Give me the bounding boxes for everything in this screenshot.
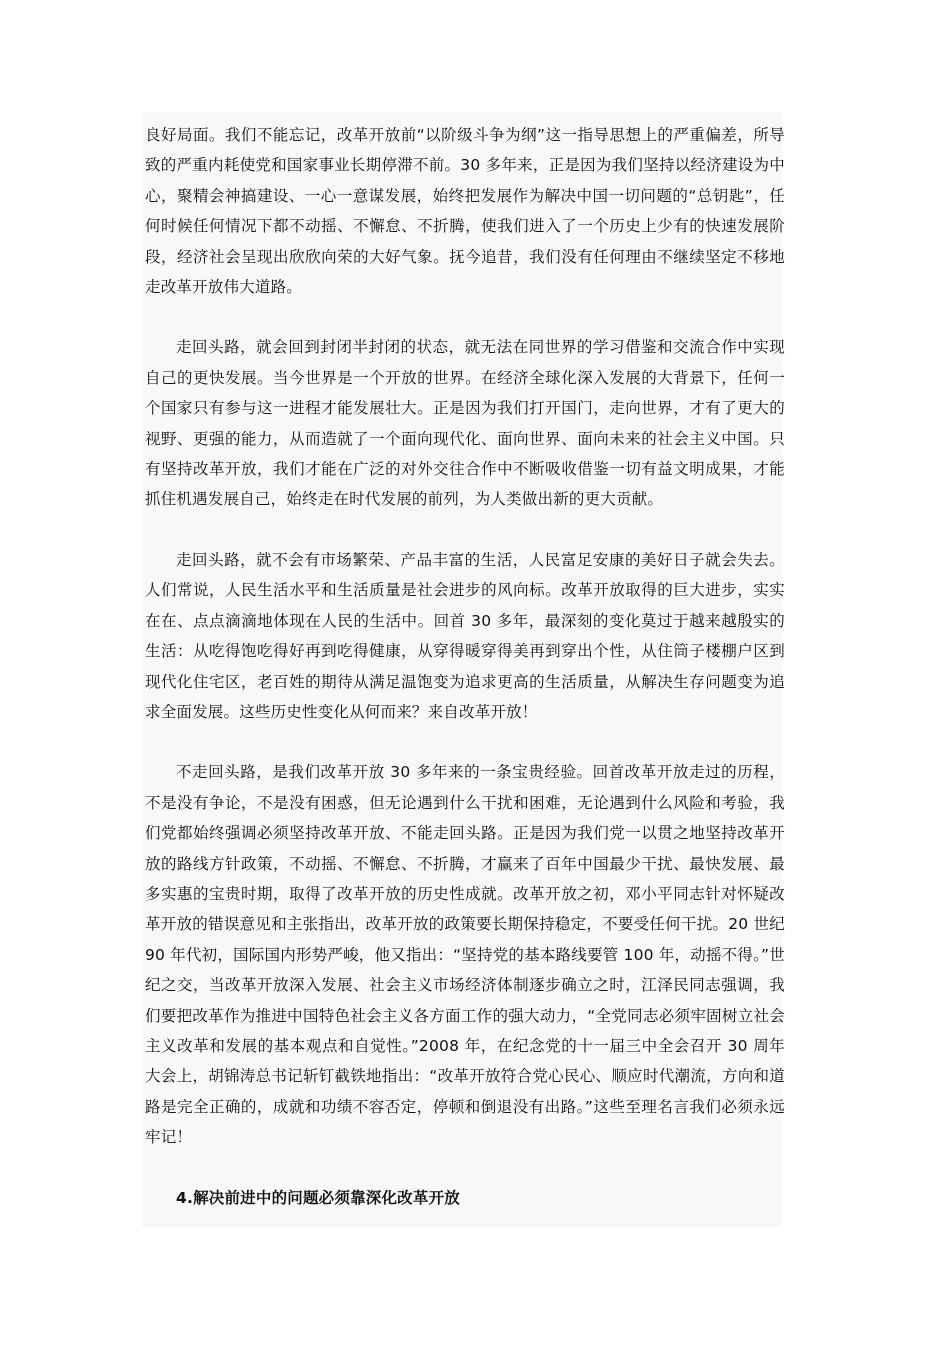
paragraph-1: 良好局面。我们不能忘记，改革开放前“以阶级斗争为纲”这一指导思想上的严重偏差，所导致的严重内耗使党和国家事业长期停滞不前。30 多年来，正是因为我们坚持以经济建设为中心，聚精会神搞建设、一心一意谋发展，始终把发展作为解决中国一切问题的“总钥匙”，任何时候任何情况下都不动摇、不懈怠、不折腾，使我们进入了一个历史上少有的快速发展阶段，经济社会呈现出欣欣向荣的大好气象。抚今追昔，我们没有任何理由不继续坚定不移地走改革开放伟大道路。 [145,126,785,297]
paragraph-gap [145,1153,785,1183]
paragraph-2: 走回头路，就会回到封闭半封闭的状态，就无法在同世界的学习借鉴和交流合作中实现自己的更快发展。当今世界是一个开放的世界。在经济全球化深入发展的大背景下，任何一个国家只有参与这一进程才能发展壮大。正是因为我们打开国门，走向世界，才有了更大的视野、更强的能力，从而造就了一个面向现代化、面向世界、面向未来的社会主义中国。只有坚持改革开放，我们才能在广泛的对外交往合作中不断吸收借鉴一切有益文明成果，才能抓住机遇发展自己，始终走在时代发展的前列，为人类做出新的更大贡献。 [145,338,785,509]
paragraph-gap [145,515,785,545]
paragraph-gap [145,727,785,757]
paragraph-gap [145,302,785,332]
document-body [145,120,785,1213]
section-heading: 4.解决前进中的问题必须靠深化改革开放 [176,1188,460,1207]
paragraph-4: 不走回头路，是我们改革开放 30 多年来的一条宝贵经验。回首改革开放走过的历程，不是没有争论，不是没有困惑，但无论遇到什么干扰和困难，无论遇到什么风险和考验，我们党都始终强调必须坚持改革开放、不能走回头路。正是因为我们党一以贯之地坚持改革开放的路线方针政策，不动摇、不懈怠、不折腾，才赢来了百年中国最少干扰、最快发展、最多实惠的宝贵时期，取得了改革开放的历史性成就。改革开放之初，邓小平同志针对怀疑改革开放的错误意见和主张指出，改革开放的政策要长期保持稳定，不要受任何干扰。20 世纪 90 年代初，国际国内形势严峻，他又指出：“坚持党的基本路线要管 100 年，动摇不得。”世纪之交，当改革开放深入发展、社会主义市场经济体制逐步确立之时，江泽民同志强调，我们要把改革作为推进中国特色社会主义各方面工作的强大动力，“全党同志必须牢固树立社会主义改革和发展的基本观点和自觉性。”2008 年，在纪念党的十一届三中全会召开 30 周年大会上，胡锦涛总书记斩钉截铁地指出：“改革开放符合党心民心、顺应时代潮流，方向和道路是完全正确的，成就和功绩不容否定，停顿和倒退没有出路。”这些至理名言我们必须永远牢记！ [145,763,785,1147]
paragraph-3: 走回头路，就不会有市场繁荣、产品丰富的生活，人民富足安康的美好日子就会失去。人们常说，人民生活水平和生活质量是社会进步的风向标。改革开放取得的巨大进步，实实在在、点点滴滴地体现在人民的生活中。回首 30 多年，最深刻的变化莫过于越来越殷实的生活：从吃得饱吃得好再到吃得健康，从穿得暖穿得美再到穿出个性，从住筒子楼棚户区到现代化住宅区，老百姓的期待从满足温饱变为追求更高的生活质量，从解决生存问题变为追求全面发展。这些历史性变化从何而来？来自改革开放！ [145,550,785,721]
